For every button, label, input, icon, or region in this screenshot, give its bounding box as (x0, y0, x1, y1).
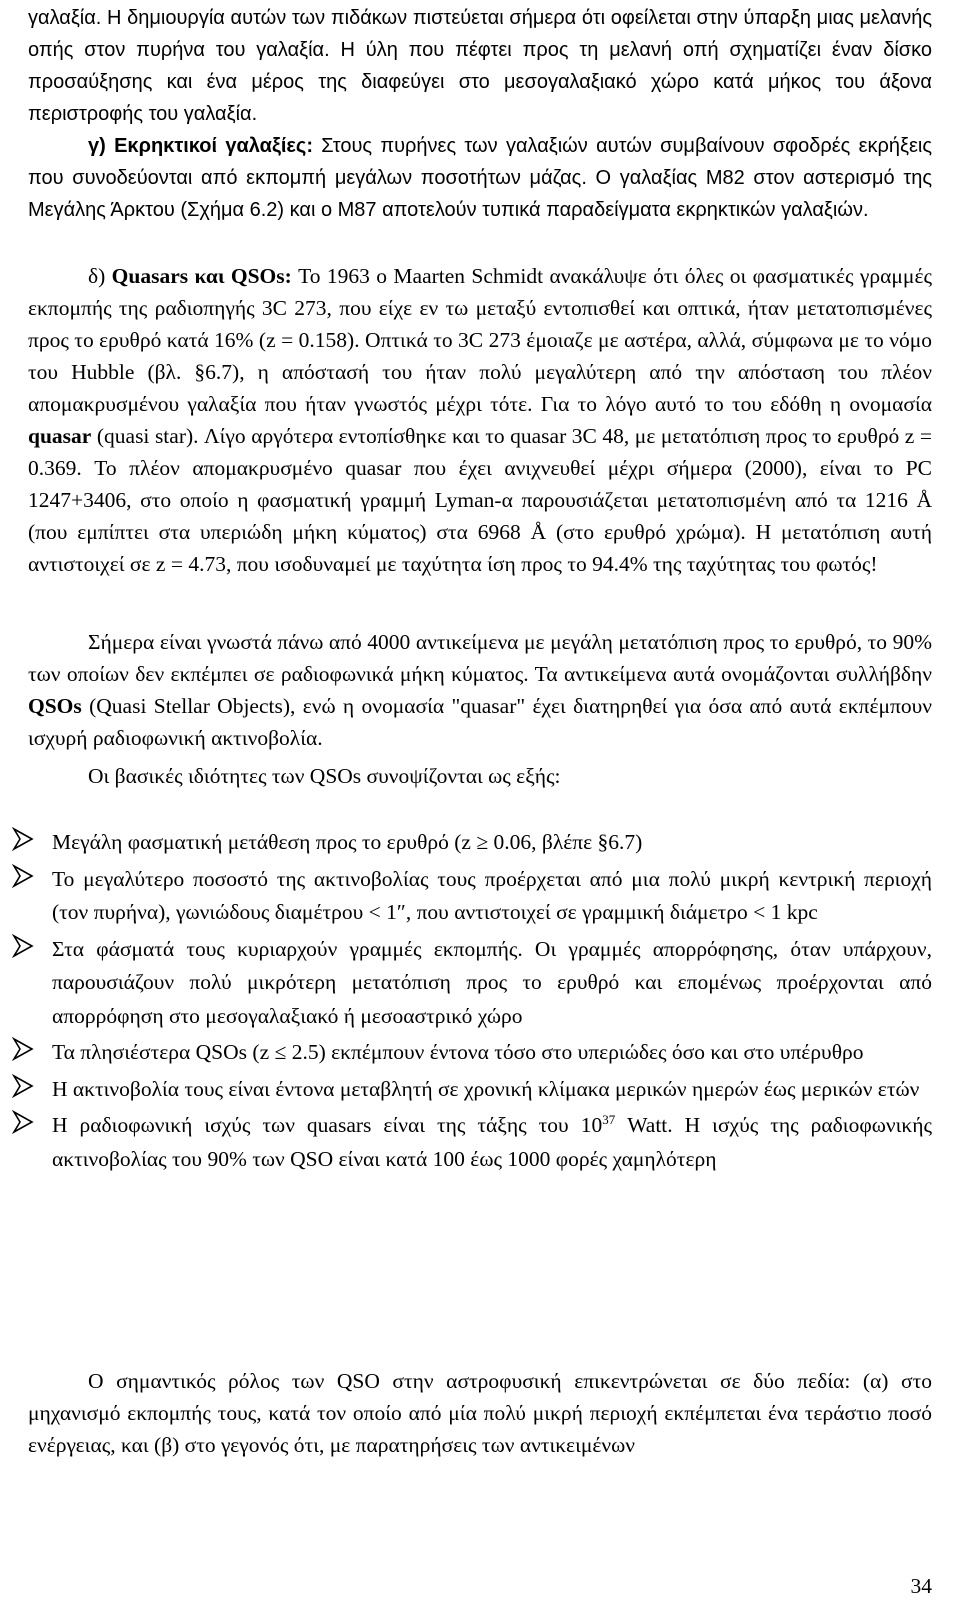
paragraph-qsos: Σήμερα είναι γνωστά πάνω από 4000 αντικείμενα με μεγάλη μετατόπιση προς το ερυθρό, το 90% των οποίων δεν εκπέμπει σε ραδιοφωνικά μήκη κύματος. Τα αντικείμενα αυτά ονομάζονται συλλήβδην QSOs (Quasi Stellar Objects), ενώ η ονομασία "quasar" έχει διατηρηθεί για όσα από αυτά εκπέμπουν ισχυρή ραδιοφωνική ακτινοβολία. (28, 630, 932, 750)
arrowhead-bullet-icon (12, 934, 34, 958)
explosive-galaxies-label: γ) Εκρηκτικοί γαλαξίες: (88, 135, 313, 157)
paragraph-properties-intro: Οι βασικές ιδιότητες των QSOs συνοψίζονται ως εξής: (88, 764, 561, 788)
arrowhead-bullet-icon (12, 1037, 34, 1061)
list-item: Η ραδιοφωνική ισχύς των quasars είναι της τάξης του $10^{37}$ Watt. Η ισχύς της ραδιοφωνικής ακτινοβολίας του 90% των QSO είναι κατά 100 έως 1000 φορές χαμηλότερη (40, 1109, 932, 1176)
page-number: 34 (910, 1574, 932, 1598)
arrowhead-bullet-icon (12, 864, 34, 888)
arrowhead-bullet-icon (12, 1074, 34, 1098)
list-item: Η ακτινοβολία τους είναι έντονα μεταβλητή σε χρονική κλίμακα μερικών ημερών έως μερικών ετών (40, 1073, 932, 1107)
properties-list (40, 826, 932, 1179)
quasar-term: quasar (28, 424, 92, 448)
paragraph-qso-role: Ο σημαντικός ρόλος των QSO στην αστροφυσική επικεντρώνεται σε δύο πεδία: (α) στο μηχανισμό εκπομπής τους, κατά τον οποίο από μία πολύ μικρή περιοχή εκπέμπεται ένα τεράστιο ποσό ενέργειας, και (β) στο γεγονός ότι, με παρατηρήσεις των αντικειμένων (28, 1369, 932, 1457)
arrowhead-bullet-icon (12, 1110, 34, 1134)
arrowhead-bullet-icon (12, 827, 34, 851)
list-item: Τα πλησιέστερα QSOs (z ≤ 2.5) εκπέμπουν έντονα τόσο στο υπεριώδες όσο και στο υπέρυθρο (40, 1036, 932, 1070)
paragraph-quasars: δ) Quasars και QSOs: Το 1963 ο Maarten Schmidt ανακάλυψε ότι όλες οι φασματικές γραμμές εκπομπής της ραδιοπηγής 3C 273, που είχε εν τω μεταξύ εντοπισθεί και οπτικά, ήταν μετατοπισμένες προς το ερυθρό κατά 16% (z = 0.158). Οπτικά το 3C 273 έμοιαζε με αστέρα, αλλά, σύμφωνα με το νόμο του Hubble (βλ. §6.7), η απόστασή του ήταν πολύ μεγαλύτερη από την απόσταση του πλέον απομακρυσμένου γαλαξία που ήταν γνωστός μέχρι τότε. Για το λόγο αυτό το του εδόθη η ονομασία quasar (quasi star). Λίγο αργότερα εντοπίσθηκε και το quasar 3C 48, με μετατόπιση προς το ερυθρό z = 0.369. Το πλέον απομακρυσμένο quasar που έχει ανιχνευθεί μέχρι σήμερα (2000), είναι το PC 1247+3406, στο οποίο η φασματική γραμμή Lyman-α παρουσιάζεται μετατοπισμένη από τα 1216 Å (που εμπίπτει στα υπεριώδη μήκη κύματος) στα 6968 Å (στο ερυθρό χρώμα). Η μετατόπιση αυτή αντιστοιχεί σε z = 4.73, που ισοδυναμεί με ταχύτητα ίση προς το 94.4% της ταχύτητας του φωτός! (28, 264, 932, 576)
quasars-label: Quasars και QSOs: (111, 264, 292, 288)
qsos-term: QSOs (28, 694, 82, 718)
list-item: Στα φάσματά τους κυριαρχούν γραμμές εκπομπής. Οι γραμμές απορρόφησης, όταν υπάρχουν, παρουσιάζουν πολύ μικρότερη μετατόπιση προς το ερυθρό και επομένως προέρχονται από απορρόφηση στο μεσογαλαξιακό ή μεσοαστρικό χώρο (40, 933, 932, 1034)
list-item: Μεγάλη φασματική μετάθεση προς το ερυθρό (z ≥ 0.06, βλέπε §6.7) (40, 826, 932, 860)
paragraph-explosive-galaxies: γ) Εκρηκτικοί γαλαξίες: Στους πυρήνες των γαλαξιών αυτών συμβαίνουν σφοδρές εκρήξεις που συνοδεύονται από εκπομπή μεγάλων ποσοτήτων μάζας. Ο γαλαξίας Μ82 στον αστερισμό της Μεγάλης Άρκτου (Σχήμα 6.2) και ο Μ87 αποτελούν τυπικά παραδείγματα εκρηκτικών γαλαξιών. (28, 135, 932, 221)
paragraph-jets: γαλαξία. Η δημιουργία αυτών των πιδάκων πιστεύεται σήμερα ότι οφείλεται στην ύπαρξη μιας μελανής οπής στον πυρήνα του γαλαξία. Η ύλη που πέφτει προς τη μελανή οπή σχηματίζει έναν δίσκο προσαύξησης και ένα μέρος της διαφεύγει στο μεσογαλαξιακό χώρο κατά μήκος του άξονα περιστροφής του γαλαξία. (28, 7, 932, 125)
list-item: Το μεγαλύτερο ποσοστό της ακτινοβολίας τους προέρχεται από μια πολύ μικρή κεντρική περιοχή (τον πυρήνα), γωνιώδους διαμέτρου < 1″, που αντιστοιχεί σε γραμμική διάμετρο < 1 kpc (40, 863, 932, 930)
